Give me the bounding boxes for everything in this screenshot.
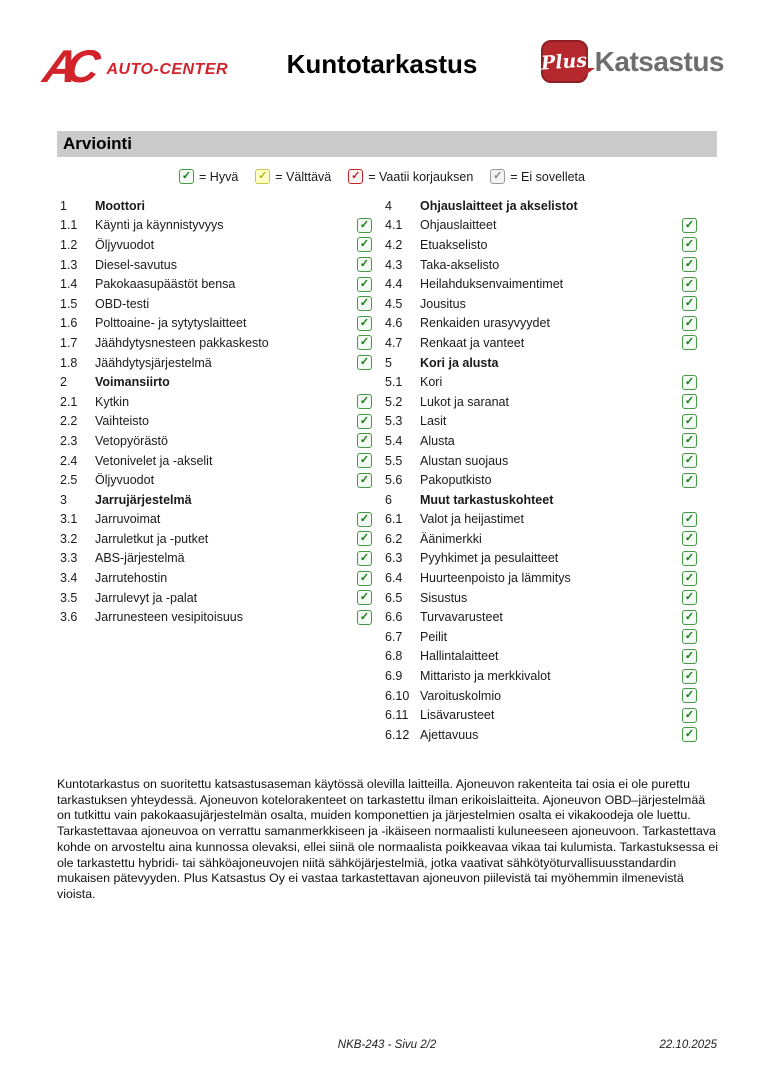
- status-check-icon: ✓: [357, 610, 372, 625]
- item-label: Jarruvoimat: [95, 512, 161, 527]
- checklist-row: [385, 588, 697, 608]
- status-legend: [0, 169, 764, 184]
- section-number: 2: [60, 375, 67, 390]
- checklist-row: [60, 274, 372, 294]
- item-label: Pakokaasupäästöt bensa: [95, 277, 236, 292]
- status-check-icon: ✓: [357, 394, 372, 409]
- checklist-row: [385, 607, 697, 627]
- status-check-icon: ✓: [357, 453, 372, 468]
- katsastus-logo-text: Katsastus: [594, 45, 724, 77]
- item-label: Lisävarusteet: [420, 708, 495, 723]
- auto-center-logo-icon: AC: [39, 40, 94, 92]
- status-check-icon: ✓: [357, 414, 372, 429]
- section-title: Ohjauslaitteet ja akselistot: [420, 198, 578, 213]
- checklist-row: [385, 333, 697, 353]
- checklist-row: [385, 392, 697, 412]
- item-label: Pyyhkimet ja pesulaitteet: [420, 551, 559, 566]
- status-check-icon: ✓: [357, 355, 372, 370]
- item-number: 1.1: [60, 218, 78, 233]
- status-check-icon: ✓: [357, 473, 372, 488]
- section-number: 4: [385, 198, 392, 213]
- checklist-row: [60, 353, 372, 373]
- checklist-row: [385, 510, 697, 530]
- checklist-row: [385, 216, 697, 236]
- item-number: 5.3: [385, 414, 403, 429]
- checklist-row: [60, 235, 372, 255]
- status-check-icon: ✓: [357, 551, 372, 566]
- legend-item-good: [179, 169, 238, 184]
- checklist-row: [60, 216, 372, 236]
- status-check-icon: ✓: [682, 669, 697, 684]
- legend-label: = Ei sovelleta: [510, 169, 585, 184]
- section-title: Jarrujärjestelmä: [95, 492, 192, 507]
- page-footer: [57, 1039, 717, 1055]
- checklist-row: [385, 451, 697, 471]
- item-label: Kytkin: [95, 394, 130, 409]
- item-label: Käynti ja käynnistyvyys: [95, 218, 224, 233]
- item-number: 6.5: [385, 590, 403, 605]
- status-check-icon: ✓: [682, 610, 697, 625]
- checklist-row: [385, 666, 697, 686]
- checklist-row: [385, 549, 697, 569]
- checklist-row: [60, 333, 372, 353]
- item-number: 4.1: [385, 218, 403, 233]
- item-label: Renkaiden urasyvyydet: [420, 316, 550, 331]
- item-number: 4.7: [385, 335, 403, 350]
- item-number: 6.9: [385, 669, 403, 684]
- item-number: 6.6: [385, 610, 403, 625]
- item-number: 2.1: [60, 394, 78, 409]
- status-check-icon: ✓: [682, 375, 697, 390]
- status-check-icon: ✓: [682, 473, 697, 488]
- item-label: Jousitus: [420, 296, 466, 311]
- item-number: 5.1: [385, 375, 403, 390]
- item-label: Polttoaine- ja sytytyslaitteet: [95, 316, 247, 331]
- checklist-row: [60, 607, 372, 627]
- item-number: 1.5: [60, 296, 78, 311]
- item-label: Vaihteisto: [95, 414, 149, 429]
- item-label: Valot ja heijastimet: [420, 512, 524, 527]
- item-label: ABS-järjestelmä: [95, 551, 185, 566]
- item-number: 5.2: [385, 394, 403, 409]
- status-check-icon: ✓: [357, 512, 372, 527]
- auto-center-logo-text: AUTO-CENTER: [106, 60, 229, 78]
- status-check-icon: ✓: [682, 649, 697, 664]
- item-label: Jarrulevyt ja -palat: [95, 590, 198, 605]
- status-check-icon: ✓: [357, 277, 372, 292]
- item-number: 6.12: [385, 727, 410, 742]
- item-label: OBD-testi: [95, 296, 150, 311]
- section-title: Voimansiirto: [95, 375, 170, 390]
- checklist-row: [60, 294, 372, 314]
- plus-bubble-icon: [541, 40, 588, 83]
- status-check-icon: ✓: [357, 433, 372, 448]
- legend-label: = Hyvä: [199, 169, 239, 184]
- status-check-icon: ✓: [682, 316, 697, 331]
- checklist-row: [385, 529, 697, 549]
- item-label: Renkaat ja vanteet: [420, 335, 525, 350]
- item-number: 2.4: [60, 453, 78, 468]
- item-number: 6.3: [385, 551, 403, 566]
- item-number: 2.5: [60, 473, 78, 488]
- item-number: 3.4: [60, 571, 78, 586]
- item-label: Vetopyörästö: [95, 433, 168, 448]
- page-title: Kuntotarkastus: [286, 49, 478, 79]
- checklist-col-left: [60, 196, 372, 627]
- status-check-icon: ✓: [682, 257, 697, 272]
- status-check-icon: ✓: [357, 296, 372, 311]
- checklist-row: [60, 451, 372, 471]
- item-number: 1.8: [60, 355, 78, 370]
- section-row: [385, 490, 697, 510]
- checklist-row: [385, 647, 697, 667]
- item-number: 3.2: [60, 531, 78, 546]
- checklist-row: [60, 510, 372, 530]
- status-check-icon: ✓: [682, 218, 697, 233]
- item-label: Alustan suojaus: [420, 453, 509, 468]
- status-check-icon: ✓: [682, 571, 697, 586]
- green-check-box-icon: ✓: [179, 169, 194, 184]
- item-number: 2.2: [60, 414, 78, 429]
- item-number: 6.7: [385, 629, 403, 644]
- section-title: Moottori: [95, 198, 145, 213]
- item-number: 3.3: [60, 551, 78, 566]
- checklist-row: [60, 392, 372, 412]
- item-label: Etuakselisto: [420, 237, 488, 252]
- checklist-row: [60, 568, 372, 588]
- item-label: Huurteenpoisto ja lämmitys: [420, 571, 571, 586]
- item-number: 3.5: [60, 590, 78, 605]
- checklist-row: [60, 549, 372, 569]
- plus-bubble-text: Plus: [540, 48, 588, 75]
- checklist-row: [385, 705, 697, 725]
- item-number: 1.2: [60, 237, 78, 252]
- checklist-row: [60, 255, 372, 275]
- checklist-row: [385, 274, 697, 294]
- item-label: Hallintalaitteet: [420, 649, 499, 664]
- checklist-row: [385, 431, 697, 451]
- checklist-row: [60, 470, 372, 490]
- item-number: 1.7: [60, 335, 78, 350]
- status-check-icon: ✓: [682, 394, 697, 409]
- item-label: Äänimerkki: [420, 531, 482, 546]
- status-check-icon: ✓: [357, 237, 372, 252]
- item-number: 4.5: [385, 296, 403, 311]
- status-check-icon: ✓: [682, 433, 697, 448]
- checklist-row: [60, 529, 372, 549]
- item-number: 4.6: [385, 316, 403, 331]
- item-label: Alusta: [420, 433, 455, 448]
- item-label: Turvavarusteet: [420, 610, 503, 625]
- gray-check-box-icon: ✓: [490, 169, 505, 184]
- status-check-icon: ✓: [682, 237, 697, 252]
- red-check-box-icon: ✓: [348, 169, 363, 184]
- status-check-icon: ✓: [682, 688, 697, 703]
- item-number: 5.4: [385, 433, 403, 448]
- item-number: 5.6: [385, 473, 403, 488]
- status-check-icon: ✓: [357, 218, 372, 233]
- checklist-row: [60, 412, 372, 432]
- footer-page-label: NKB-243 - Sivu 2/2: [337, 1039, 437, 1051]
- item-label: Öljyvuodot: [95, 473, 155, 488]
- section-title: Kori ja alusta: [420, 355, 499, 370]
- status-check-icon: ✓: [357, 257, 372, 272]
- status-check-icon: ✓: [682, 277, 697, 292]
- disclaimer-text: Kuntotarkastus on suoritettu katsastusaseman käytössä olevilla laitteilla. Ajoneuvon rakenteita tai osia ei ole purettu tarkastuksen yhteydessä. Ajoneuvon kotelorakenteet on tarkastettu ilman erikoislaitteita. Ajoneuvon OBD–järjestelmää on tutkittu vain pakokaasujärjestelmän osalta, muiden komponettien ja järjestelmien osalta ei vikakoodeja ole luettu. Tarkastettavaa ajoneuvoa on verrattu samanmerkkiseen ja -ikäiseen normaalisti kuluneeseen ajoneuvoon. Tarkastettava kohde on arvosteltu aina kunnossa olevaksi, ellei siinä ole normaalista poikkeavaa vikaa tai kulumista. Tarkastuksessa ei ole tarkastettu hybridi- tai sähköajoneuvojen niitä sähköjärjestelmiä, jotka vaativat sähkötyöturvallisuusstandardin mukaisen pätevyyden. Plus Katsastus Oy ei vastaa tarkastettavan ajoneuvon piilevistä tai myöhemmin ilmenevistä vioista.: [57, 777, 718, 901]
- status-check-icon: ✓: [682, 708, 697, 723]
- section-header-arviointi: [57, 131, 717, 157]
- item-number: 3.6: [60, 610, 78, 625]
- item-number: 6.10: [385, 688, 410, 703]
- checklist-row: [385, 372, 697, 392]
- item-number: 1.6: [60, 316, 78, 331]
- item-number: 4.2: [385, 237, 403, 252]
- item-number: 4.4: [385, 277, 403, 292]
- item-number: 4.3: [385, 257, 403, 272]
- status-check-icon: ✓: [682, 453, 697, 468]
- checklist-row: [385, 568, 697, 588]
- item-label: Heilahduksenvaimentimet: [420, 277, 564, 292]
- legend-item-repair: [348, 169, 473, 184]
- status-check-icon: ✓: [682, 531, 697, 546]
- item-label: Öljyvuodot: [95, 237, 155, 252]
- status-check-icon: ✓: [357, 590, 372, 605]
- section-title: Muut tarkastuskohteet: [420, 492, 554, 507]
- checklist-row: [385, 686, 697, 706]
- speech-bubble-tail-icon: [580, 68, 595, 79]
- item-number: 2.3: [60, 433, 78, 448]
- section-row: [385, 196, 697, 216]
- checklist-row: [385, 255, 697, 275]
- checklist-row: [60, 431, 372, 451]
- item-label: Jäähdytysnesteen pakkaskesto: [95, 335, 269, 350]
- item-label: Varoituskolmio: [420, 688, 502, 703]
- item-number: 6.4: [385, 571, 403, 586]
- footer-date: 22.10.2025: [659, 1039, 717, 1051]
- item-label: Lukot ja saranat: [420, 394, 509, 409]
- item-label: Ajettavuus: [420, 727, 479, 742]
- checklist-row: [385, 725, 697, 745]
- status-check-icon: ✓: [357, 571, 372, 586]
- checklist-col-right: [385, 196, 697, 745]
- item-label: Pakoputkisto: [420, 473, 492, 488]
- evaluation-checklist: [60, 196, 697, 745]
- section-header-label: Arviointi: [63, 134, 132, 153]
- item-label: Sisustus: [420, 590, 468, 605]
- checklist-row: [385, 235, 697, 255]
- legend-item-fair: [255, 169, 331, 184]
- item-number: 6.11: [385, 708, 409, 723]
- item-label: Jarruletkut ja -putket: [95, 531, 209, 546]
- item-label: Diesel-savutus: [95, 257, 177, 272]
- status-check-icon: ✓: [682, 512, 697, 527]
- plus-katsastus-logo: [541, 40, 724, 83]
- section-number: 1: [60, 198, 67, 213]
- status-check-icon: ✓: [682, 727, 697, 742]
- status-check-icon: ✓: [682, 335, 697, 350]
- item-label: Jarrutehostin: [95, 571, 168, 586]
- item-number: 6.1: [385, 512, 403, 527]
- checklist-row: [385, 470, 697, 490]
- status-check-icon: ✓: [682, 551, 697, 566]
- section-row: [385, 353, 697, 373]
- checklist-row: [60, 314, 372, 334]
- checklist-row: [60, 588, 372, 608]
- item-label: Jäähdytysjärjestelmä: [95, 355, 212, 370]
- status-check-icon: ✓: [682, 296, 697, 311]
- checklist-row: [385, 627, 697, 647]
- item-number: 6.2: [385, 531, 403, 546]
- section-number: 6: [385, 492, 392, 507]
- item-number: 1.3: [60, 257, 78, 272]
- checklist-row: [385, 294, 697, 314]
- item-label: Lasit: [420, 414, 447, 429]
- section-row: [60, 490, 372, 510]
- yellow-check-box-icon: ✓: [255, 169, 270, 184]
- section-number: 3: [60, 492, 67, 507]
- item-label: Taka-akselisto: [420, 257, 500, 272]
- item-number: 6.8: [385, 649, 403, 664]
- status-check-icon: ✓: [357, 316, 372, 331]
- item-number: 3.1: [60, 512, 78, 527]
- checklist-row: [385, 314, 697, 334]
- item-label: Peilit: [420, 629, 448, 644]
- item-label: Vetonivelet ja -akselit: [95, 453, 213, 468]
- item-label: Mittaristo ja merkkivalot: [420, 669, 551, 684]
- status-check-icon: ✓: [682, 590, 697, 605]
- checklist-row: [385, 412, 697, 432]
- section-row: [60, 372, 372, 392]
- item-label: Kori: [420, 375, 443, 390]
- legend-label: = Vaatii korjauksen: [368, 169, 474, 184]
- status-check-icon: ✓: [682, 414, 697, 429]
- legend-label: = Välttävä: [275, 169, 332, 184]
- item-label: Ohjauslaitteet: [420, 218, 497, 233]
- legend-item-na: [490, 169, 585, 184]
- item-label: Jarrunesteen vesipitoisuus: [95, 610, 243, 625]
- status-check-icon: ✓: [682, 629, 697, 644]
- section-row: [60, 196, 372, 216]
- section-number: 5: [385, 355, 392, 370]
- status-check-icon: ✓: [357, 335, 372, 350]
- status-check-icon: ✓: [357, 531, 372, 546]
- item-number: 1.4: [60, 277, 78, 292]
- item-number: 5.5: [385, 453, 403, 468]
